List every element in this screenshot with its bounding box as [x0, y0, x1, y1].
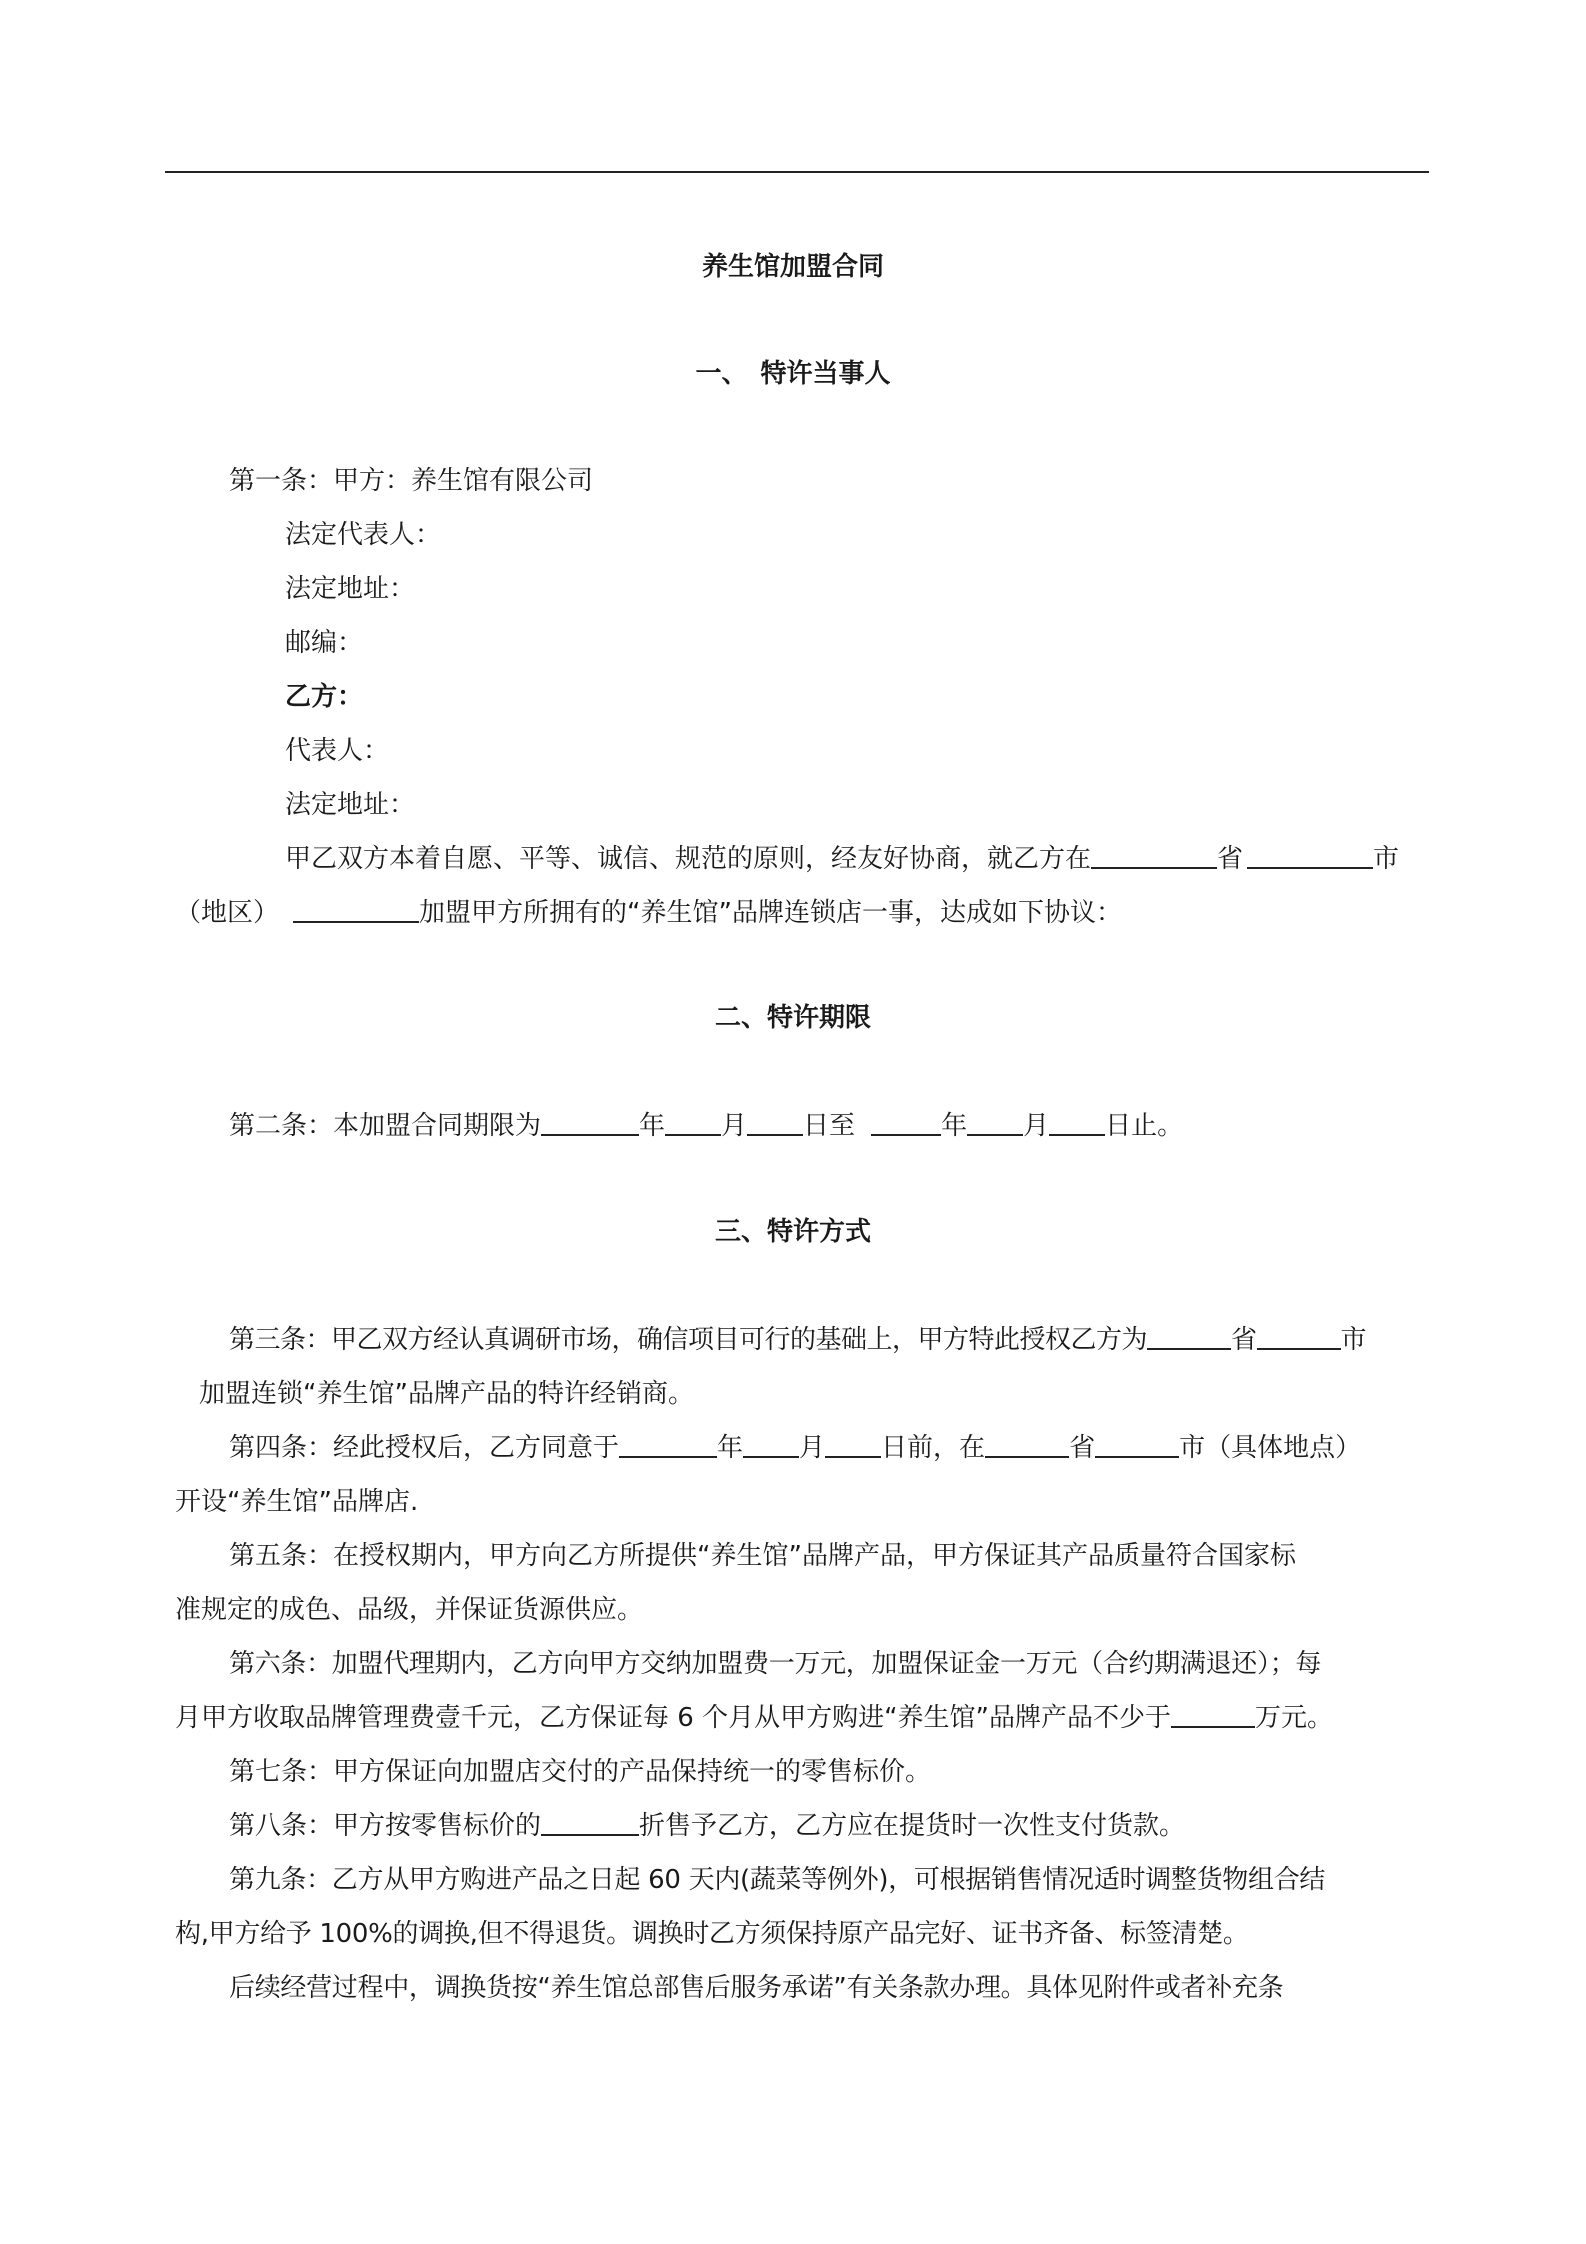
province-label: 省	[1069, 1433, 1096, 1463]
party-a-legal-address: 法定地址：	[285, 574, 416, 604]
year-label: 年	[941, 1111, 968, 1141]
month-label: 月	[799, 1433, 826, 1463]
province-label: 省	[1231, 1325, 1257, 1355]
blank-art3-city	[1257, 1322, 1341, 1350]
blank-end-year	[871, 1108, 941, 1136]
blank-province	[1091, 841, 1217, 869]
intro-line-2	[175, 895, 1122, 931]
article-8-text-a: 第八条：甲方按零售标价的	[229, 1811, 542, 1841]
blank-art4-month	[743, 1430, 799, 1458]
article-6-text: 月甲方收取品牌管理费壹千元，乙方保证每 6 个月从甲方购进“养生馆”品牌产品不少于	[175, 1703, 1172, 1733]
article-7: 第七条：甲方保证向加盟店交付的产品保持统一的零售标价。	[229, 1757, 932, 1787]
party-a-legal-rep: 法定代表人：	[285, 520, 442, 550]
month-label: 月	[721, 1111, 748, 1141]
amount-unit-label: 万元。	[1255, 1703, 1334, 1733]
party-a-line: 第一条：甲方：养生馆有限公司	[229, 466, 594, 496]
article-3-line-2: 加盟连锁“养生馆”品牌产品的特许经销商。	[199, 1379, 694, 1409]
year-label: 年	[639, 1111, 666, 1141]
month-label: 月	[1023, 1111, 1050, 1141]
day-to-label: 日至	[803, 1111, 856, 1141]
section-heading-3: 三、特许方式	[714, 1217, 871, 1247]
follow-up-paragraph: 后续经营过程中，调换货按“养生馆总部售后服务承诺”有关条款办理。具体见附件或者补充条	[229, 1973, 1284, 2003]
article-9-line-1: 第九条：乙方从甲方购进产品之日起 60 天内(蔬菜等例外)，可根据销售情况适时调整货物组合结	[229, 1865, 1326, 1895]
header-rule	[165, 171, 1429, 173]
intro-text-province: 省	[1217, 844, 1244, 874]
blank-art4-city	[1095, 1430, 1179, 1458]
party-a-postcode: 邮编：	[285, 628, 364, 658]
blank-start-month	[665, 1108, 721, 1136]
article-9-line-2: 构,甲方给予 100%的调换,但不得退货。调换时乙方须保持原产品完好、证书齐备、标签清楚。	[175, 1919, 1249, 1949]
article-6-line-2	[175, 1700, 1333, 1736]
day-end-label: 日止。	[1105, 1111, 1184, 1141]
blank-art4-day	[825, 1430, 881, 1458]
article-4-line-1	[229, 1430, 1361, 1466]
document-title: 养生馆加盟合同	[701, 252, 884, 282]
section-heading-2: 二、特许期限	[714, 1003, 871, 1033]
intro-text-city: 市	[1373, 844, 1400, 874]
day-label: 日前，在	[881, 1433, 986, 1463]
blank-start-year	[541, 1108, 639, 1136]
intro-line-1	[285, 841, 1399, 877]
year-label: 年	[717, 1433, 744, 1463]
intro-text-region: （地区）	[175, 898, 280, 928]
blank-city	[1247, 841, 1373, 869]
section-heading-1: 一、 特许当事人	[695, 359, 891, 389]
article-5-line-2: 准规定的成色、品级，并保证货源供应。	[175, 1595, 644, 1625]
article-4-line-2: 开设“养生馆”品牌店.	[175, 1487, 419, 1517]
article-6-line-1: 第六条：加盟代理期内，乙方向甲方交纳加盟费一万元，加盟保证金一万元（合约期满退还）；每	[229, 1649, 1322, 1679]
intro-text-a: 甲乙双方本着自愿、平等、诚信、规范的原则，经友好协商，就乙方在	[285, 844, 1092, 874]
article-8-text-b: 折售予乙方，乙方应在提货时一次性支付货款。	[639, 1811, 1186, 1841]
party-b-line: 乙方：	[285, 682, 364, 712]
article-3-line-1	[229, 1322, 1366, 1358]
blank-end-day	[1049, 1108, 1105, 1136]
blank-amount	[1171, 1700, 1255, 1728]
blank-art4-province	[985, 1430, 1069, 1458]
intro-text-e: 加盟甲方所拥有的“养生馆”品牌连锁店一事，达成如下协议：	[419, 898, 1122, 928]
article-5-line-1: 第五条：在授权期内，甲方向乙方所提供“养生馆”品牌产品，甲方保证其产品质量符合国家标	[229, 1541, 1296, 1571]
blank-art4-year	[619, 1430, 717, 1458]
party-b-legal-address: 法定地址：	[285, 790, 416, 820]
article-3-text: 第三条：甲乙双方经认真调研市场，确信项目可行的基础上，甲方特此授权乙方为	[229, 1325, 1148, 1355]
blank-start-day	[747, 1108, 803, 1136]
article-2	[229, 1108, 1183, 1144]
article-2-text: 第二条：本加盟合同期限为	[229, 1111, 542, 1141]
party-b-rep: 代表人：	[285, 736, 390, 766]
blank-region	[293, 895, 419, 923]
blank-art3-province	[1147, 1322, 1231, 1350]
city-label: 市	[1340, 1325, 1367, 1355]
blank-end-month	[967, 1108, 1023, 1136]
blank-discount	[541, 1808, 639, 1836]
article-8	[229, 1808, 1185, 1844]
city-location-label: 市（具体地点）	[1179, 1433, 1362, 1463]
article-4-text: 第四条：经此授权后，乙方同意于	[229, 1433, 620, 1463]
